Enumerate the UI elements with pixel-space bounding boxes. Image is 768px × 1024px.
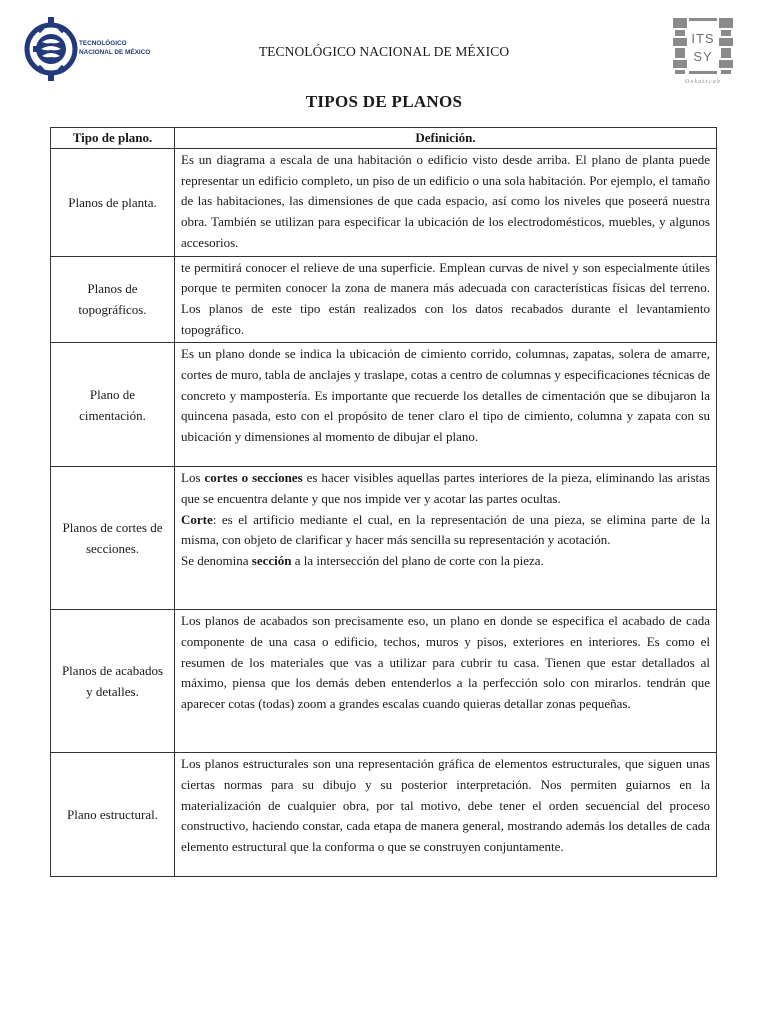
tipo-cell: Planos de cortes de secciones. (51, 467, 175, 610)
itssy-logo (671, 16, 735, 86)
table-header-row (51, 128, 717, 149)
definicion-text: Es un diagrama a escala de una habitación o edificio visto desde arriba. El plano de planta puede representar un edificio completo, un piso de un edificio o una sola habitación. Por ejemplo, el tamaño de las habitaciones, las dimensiones de que cada espacio, así como los niveles que poseerá nuestra obra. También se utilizan para especificar la ubicación de los electrodomésticos, muebles, y algunos accesorios. (181, 152, 710, 250)
definicion-text: : es el artificio mediante el cual, en la representación de una pieza, se elimina parte de la misma, con objeto de clarificar y hacer más sencilla su representación y acotación. (181, 511, 710, 548)
table-row (51, 753, 717, 877)
definicion-bold-term: cortes o secciones (204, 470, 303, 486)
definicion-text: a la intersección del plano de corte con la pieza. (291, 553, 544, 569)
svg-text:ITS: ITS (691, 31, 715, 46)
table-row (51, 343, 717, 467)
institution-name: TECNOLÓGICO NACIONAL DE MÉXICO (258, 44, 510, 59)
definicion-cell (175, 467, 717, 610)
definicion-cell (175, 343, 717, 467)
definicion-cell (175, 256, 717, 343)
page-header (0, 0, 768, 90)
tipo-cell: Planos de acabados y detalles. (51, 610, 175, 753)
definicion-cell (175, 149, 717, 257)
definicion-paragraph (181, 510, 710, 551)
definicion-cell (175, 753, 717, 877)
definicion-paragraph (181, 468, 710, 509)
definicion-bold-term: sección (251, 553, 292, 569)
definicion-cell (175, 610, 717, 753)
planos-table (50, 127, 717, 877)
svg-text:NACIONAL DE MÉXICO: NACIONAL DE MÉXICO (79, 49, 151, 56)
table-row (51, 256, 717, 343)
svg-text:Oxkutzcab: Oxkutzcab (684, 79, 722, 85)
definicion-paragraph (181, 551, 710, 572)
table-row (51, 610, 717, 753)
tipo-cell: Plano de cimentación. (51, 343, 175, 467)
definicion-text: te permitirá conocer el relieve de una superficie. Emplean curvas de nivel y son especialmente útiles porque te permiten conocer la zona de manera más adecuada con características físicas del terreno. Los planos de este tipo están realizados con los datos recabados durante el levantamiento topográfico. (181, 259, 710, 337)
table-row (51, 149, 717, 257)
itssy-emblem-icon (671, 16, 735, 86)
definicion-text: es hacer visibles aquellas partes interiores de la pieza, eliminando las aristas que se encuentra delante y que nos impide ver y acotar las partes ocultas. (181, 470, 710, 507)
svg-text:SY: SY (693, 49, 713, 64)
definicion-bold-term: Corte (181, 511, 213, 527)
definicion-text: Se denomina (181, 553, 252, 569)
table-row (51, 467, 717, 610)
definicion-text: Los planos estructurales son una representación gráfica de elementos estructurales, que siguen unas ciertas normas para su dibujo y su posterior interpretación. Nos permiten guiarnos en la materialización de cualquier obra, por tal motivo, debe tener el orden secuencial del proceso constructivo, haciendo constar, cada etapa de manera general, mostrando además los detalles de cada elemento estructural que la conforma o que se construyen conjuntamente. (181, 756, 710, 855)
document-title: TIPOS DE PLANOS (305, 92, 463, 111)
column-header-tipo: Tipo de plano. (51, 128, 175, 149)
definicion-text: Los (181, 470, 205, 486)
tipo-cell: Planos de topográficos. (51, 256, 175, 343)
column-header-definicion: Definición. (175, 128, 717, 149)
definicion-text: Los planos de acabados son precisamente eso, un plano en donde se especifica el acabado de cada componente de una casa o edificio, techos, muros y pisos, exteriores en interiores. Es como el resumen de los materiales que vas a utilizar para cubrir tu casa. Tienen que estar detallados al máximo, piensa que los demás deben entenderlos a la perfección solo con mirarlos. tendrán que aparecer cotas (todas) zoom a grandes escalas cuando quieras detallar zonas pequeñas. (181, 613, 710, 712)
tipo-cell: Plano estructural. (51, 753, 175, 877)
tipo-cell: Planos de planta. (51, 149, 175, 257)
svg-text:TECNOLÓGICO: TECNOLÓGICO (79, 40, 127, 47)
definicion-text: Es un plano donde se indica la ubicación de cimiento corrido, columnas, zapatas, solera de amarre, cortes de muro, tabla de anclajes y traslape, cotas a centro de columnas y especificaciones técnicas de concreto y mampostería. Es importante que recuerde los detalles de cimentación que se dibujaron la quincena pasada, esto con el propósito de tener claro el tipo de cimiento, columna y zapata con su ubicación y dimensiones al momento de dibujar el plano. (181, 346, 710, 445)
